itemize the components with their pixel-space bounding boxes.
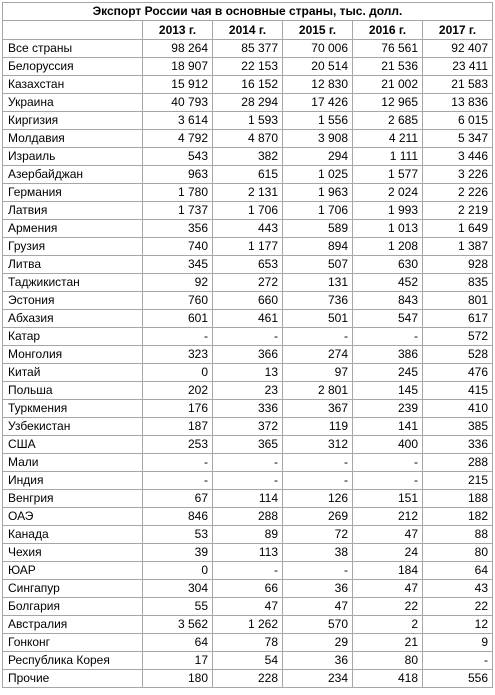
- value-cell: -: [283, 328, 353, 346]
- value-cell: 0: [143, 364, 213, 382]
- value-cell: 17: [143, 652, 213, 670]
- value-cell: 617: [423, 310, 493, 328]
- country-cell: Республика Корея: [3, 652, 143, 670]
- table-row: [3, 436, 493, 454]
- value-cell: 660: [213, 292, 283, 310]
- value-cell: 114: [213, 490, 283, 508]
- country-cell: Сингапур: [3, 580, 143, 598]
- table-row: [3, 364, 493, 382]
- country-cell: Армения: [3, 220, 143, 238]
- column-header-row: [3, 21, 493, 40]
- value-cell: 2 131: [213, 184, 283, 202]
- value-cell: 1 577: [353, 166, 423, 184]
- table-row: [3, 346, 493, 364]
- country-cell: Все страны: [3, 40, 143, 58]
- column-header-year: 2015 г.: [283, 21, 353, 40]
- value-cell: 119: [283, 418, 353, 436]
- value-cell: 760: [143, 292, 213, 310]
- value-cell: -: [353, 472, 423, 490]
- value-cell: 64: [143, 634, 213, 652]
- country-cell: Мали: [3, 454, 143, 472]
- value-cell: 507: [283, 256, 353, 274]
- value-cell: 3 562: [143, 616, 213, 634]
- table-row: [3, 418, 493, 436]
- table-row: [3, 580, 493, 598]
- value-cell: 336: [213, 400, 283, 418]
- country-cell: Узбекистан: [3, 418, 143, 436]
- country-cell: Австралия: [3, 616, 143, 634]
- value-cell: 184: [353, 562, 423, 580]
- value-cell: 365: [213, 436, 283, 454]
- value-cell: 47: [213, 598, 283, 616]
- value-cell: 39: [143, 544, 213, 562]
- value-cell: 615: [213, 166, 283, 184]
- value-cell: 1 556: [283, 112, 353, 130]
- table-row: [3, 220, 493, 238]
- tea-export-table: [2, 2, 493, 688]
- table-row: [3, 184, 493, 202]
- value-cell: -: [353, 328, 423, 346]
- value-cell: 67: [143, 490, 213, 508]
- value-cell: 835: [423, 274, 493, 292]
- value-cell: 3 614: [143, 112, 213, 130]
- value-cell: 40 793: [143, 94, 213, 112]
- country-cell: Индия: [3, 472, 143, 490]
- value-cell: 367: [283, 400, 353, 418]
- table-row: [3, 634, 493, 652]
- country-cell: ЮАР: [3, 562, 143, 580]
- table-row: [3, 40, 493, 58]
- value-cell: 385: [423, 418, 493, 436]
- table-row: [3, 652, 493, 670]
- column-header-year: 2017 г.: [423, 21, 493, 40]
- country-cell: Украина: [3, 94, 143, 112]
- value-cell: 269: [283, 508, 353, 526]
- value-cell: 1 963: [283, 184, 353, 202]
- value-cell: 22 153: [213, 58, 283, 76]
- table-row: [3, 598, 493, 616]
- value-cell: 70 006: [283, 40, 353, 58]
- value-cell: 64: [423, 562, 493, 580]
- value-cell: 288: [423, 454, 493, 472]
- country-cell: Чехия: [3, 544, 143, 562]
- value-cell: 1 780: [143, 184, 213, 202]
- value-cell: 145: [353, 382, 423, 400]
- country-cell: Грузия: [3, 238, 143, 256]
- table-row: [3, 616, 493, 634]
- value-cell: 272: [213, 274, 283, 292]
- value-cell: 4 211: [353, 130, 423, 148]
- value-cell: 24: [353, 544, 423, 562]
- table-row: [3, 130, 493, 148]
- value-cell: 556: [423, 670, 493, 688]
- value-cell: 253: [143, 436, 213, 454]
- value-cell: 47: [353, 526, 423, 544]
- country-cell: Китай: [3, 364, 143, 382]
- value-cell: 410: [423, 400, 493, 418]
- value-cell: 843: [353, 292, 423, 310]
- table-row: [3, 310, 493, 328]
- value-cell: 294: [283, 148, 353, 166]
- table-row: [3, 274, 493, 292]
- country-cell: Гонконг: [3, 634, 143, 652]
- value-cell: 274: [283, 346, 353, 364]
- value-cell: 21 002: [353, 76, 423, 94]
- value-cell: 176: [143, 400, 213, 418]
- value-cell: 386: [353, 346, 423, 364]
- value-cell: -: [283, 472, 353, 490]
- value-cell: 4 792: [143, 130, 213, 148]
- value-cell: 443: [213, 220, 283, 238]
- country-cell: Молдавия: [3, 130, 143, 148]
- value-cell: 1 706: [283, 202, 353, 220]
- value-cell: 36: [283, 580, 353, 598]
- value-cell: 21: [353, 634, 423, 652]
- table-row: [3, 472, 493, 490]
- value-cell: 1 025: [283, 166, 353, 184]
- value-cell: 400: [353, 436, 423, 454]
- value-cell: 894: [283, 238, 353, 256]
- value-cell: 228: [213, 670, 283, 688]
- table-row: [3, 508, 493, 526]
- value-cell: 12 965: [353, 94, 423, 112]
- value-cell: 5 347: [423, 130, 493, 148]
- value-cell: 72: [283, 526, 353, 544]
- value-cell: 366: [213, 346, 283, 364]
- table-row: [3, 94, 493, 112]
- column-header-year: 2014 г.: [213, 21, 283, 40]
- value-cell: -: [423, 652, 493, 670]
- table-row: [3, 562, 493, 580]
- value-cell: 28 294: [213, 94, 283, 112]
- value-cell: 601: [143, 310, 213, 328]
- value-cell: 98 264: [143, 40, 213, 58]
- value-cell: 501: [283, 310, 353, 328]
- country-cell: Туркмения: [3, 400, 143, 418]
- value-cell: 234: [283, 670, 353, 688]
- value-cell: 6 015: [423, 112, 493, 130]
- value-cell: 53: [143, 526, 213, 544]
- table-row: [3, 292, 493, 310]
- value-cell: 54: [213, 652, 283, 670]
- value-cell: 12: [423, 616, 493, 634]
- value-cell: 345: [143, 256, 213, 274]
- value-cell: 630: [353, 256, 423, 274]
- table-row: [3, 202, 493, 220]
- value-cell: 141: [353, 418, 423, 436]
- value-cell: 356: [143, 220, 213, 238]
- value-cell: 653: [213, 256, 283, 274]
- country-cell: Польша: [3, 382, 143, 400]
- value-cell: 89: [213, 526, 283, 544]
- value-cell: 18 907: [143, 58, 213, 76]
- value-cell: 202: [143, 382, 213, 400]
- value-cell: 572: [423, 328, 493, 346]
- value-cell: 180: [143, 670, 213, 688]
- country-cell: Белоруссия: [3, 58, 143, 76]
- value-cell: -: [213, 472, 283, 490]
- value-cell: 3 446: [423, 148, 493, 166]
- value-cell: 1 993: [353, 202, 423, 220]
- value-cell: -: [143, 472, 213, 490]
- value-cell: -: [283, 562, 353, 580]
- value-cell: 323: [143, 346, 213, 364]
- value-cell: 740: [143, 238, 213, 256]
- country-cell: Литва: [3, 256, 143, 274]
- value-cell: 415: [423, 382, 493, 400]
- column-header-year: 2016 г.: [353, 21, 423, 40]
- country-cell: ОАЭ: [3, 508, 143, 526]
- country-cell: Казахстан: [3, 76, 143, 94]
- table-row: [3, 544, 493, 562]
- country-cell: Азербайджан: [3, 166, 143, 184]
- value-cell: 97: [283, 364, 353, 382]
- value-cell: -: [213, 562, 283, 580]
- value-cell: 3 226: [423, 166, 493, 184]
- value-cell: 212: [353, 508, 423, 526]
- country-cell: Киргизия: [3, 112, 143, 130]
- value-cell: 12 830: [283, 76, 353, 94]
- value-cell: 3 908: [283, 130, 353, 148]
- table-row: [3, 526, 493, 544]
- value-cell: 22: [423, 598, 493, 616]
- table-row: [3, 58, 493, 76]
- value-cell: 21 536: [353, 58, 423, 76]
- value-cell: 452: [353, 274, 423, 292]
- country-cell: Израиль: [3, 148, 143, 166]
- value-cell: 78: [213, 634, 283, 652]
- value-cell: 2: [353, 616, 423, 634]
- value-cell: 336: [423, 436, 493, 454]
- value-cell: 528: [423, 346, 493, 364]
- value-cell: 47: [353, 580, 423, 598]
- value-cell: 80: [423, 544, 493, 562]
- value-cell: 23 411: [423, 58, 493, 76]
- value-cell: 126: [283, 490, 353, 508]
- value-cell: 4 870: [213, 130, 283, 148]
- table-row: [3, 76, 493, 94]
- value-cell: 1 649: [423, 220, 493, 238]
- value-cell: 55: [143, 598, 213, 616]
- value-cell: -: [353, 454, 423, 472]
- table-row: [3, 490, 493, 508]
- table-row: [3, 238, 493, 256]
- value-cell: 1 208: [353, 238, 423, 256]
- value-cell: 372: [213, 418, 283, 436]
- value-cell: 1 262: [213, 616, 283, 634]
- value-cell: 1 737: [143, 202, 213, 220]
- value-cell: 29: [283, 634, 353, 652]
- value-cell: 570: [283, 616, 353, 634]
- value-cell: 547: [353, 310, 423, 328]
- value-cell: -: [143, 454, 213, 472]
- country-cell: Катар: [3, 328, 143, 346]
- value-cell: 9: [423, 634, 493, 652]
- table-row: [3, 166, 493, 184]
- value-cell: 20 514: [283, 58, 353, 76]
- value-cell: 15 912: [143, 76, 213, 94]
- value-cell: 131: [283, 274, 353, 292]
- value-cell: 963: [143, 166, 213, 184]
- value-cell: 22: [353, 598, 423, 616]
- country-cell: Таджикистан: [3, 274, 143, 292]
- value-cell: 16 152: [213, 76, 283, 94]
- value-cell: 1 706: [213, 202, 283, 220]
- country-cell: Канада: [3, 526, 143, 544]
- value-cell: 1 111: [353, 148, 423, 166]
- value-cell: -: [283, 454, 353, 472]
- country-cell: Монголия: [3, 346, 143, 364]
- table-title: Экспорт России чая в основные страны, тыс. долл.: [3, 3, 493, 21]
- value-cell: 151: [353, 490, 423, 508]
- value-cell: 17 426: [283, 94, 353, 112]
- value-cell: 13: [213, 364, 283, 382]
- value-cell: 245: [353, 364, 423, 382]
- value-cell: 928: [423, 256, 493, 274]
- value-cell: -: [213, 454, 283, 472]
- value-cell: 2 685: [353, 112, 423, 130]
- value-cell: 92: [143, 274, 213, 292]
- value-cell: 589: [283, 220, 353, 238]
- value-cell: -: [143, 328, 213, 346]
- value-cell: 846: [143, 508, 213, 526]
- export-table-container: [2, 2, 492, 688]
- column-header-year: 2013 г.: [143, 21, 213, 40]
- table-row: [3, 256, 493, 274]
- value-cell: 736: [283, 292, 353, 310]
- value-cell: 288: [213, 508, 283, 526]
- value-cell: 801: [423, 292, 493, 310]
- value-cell: 113: [213, 544, 283, 562]
- value-cell: 2 226: [423, 184, 493, 202]
- column-header-country: [3, 21, 143, 40]
- value-cell: 88: [423, 526, 493, 544]
- table-row: [3, 670, 493, 688]
- value-cell: 76 561: [353, 40, 423, 58]
- value-cell: 418: [353, 670, 423, 688]
- table-row: [3, 400, 493, 418]
- country-cell: США: [3, 436, 143, 454]
- country-cell: Абхазия: [3, 310, 143, 328]
- value-cell: 1 593: [213, 112, 283, 130]
- value-cell: 215: [423, 472, 493, 490]
- value-cell: 0: [143, 562, 213, 580]
- value-cell: 23: [213, 382, 283, 400]
- table-row: [3, 454, 493, 472]
- value-cell: 187: [143, 418, 213, 436]
- value-cell: 13 836: [423, 94, 493, 112]
- country-cell: Прочие: [3, 670, 143, 688]
- value-cell: 239: [353, 400, 423, 418]
- table-body: [3, 40, 493, 688]
- table-row: [3, 148, 493, 166]
- country-cell: Германия: [3, 184, 143, 202]
- value-cell: 1 387: [423, 238, 493, 256]
- value-cell: 188: [423, 490, 493, 508]
- country-cell: Венгрия: [3, 490, 143, 508]
- value-cell: 461: [213, 310, 283, 328]
- value-cell: -: [213, 328, 283, 346]
- value-cell: 80: [353, 652, 423, 670]
- country-cell: Болгария: [3, 598, 143, 616]
- value-cell: 304: [143, 580, 213, 598]
- value-cell: 43: [423, 580, 493, 598]
- value-cell: 2 801: [283, 382, 353, 400]
- value-cell: 182: [423, 508, 493, 526]
- value-cell: 312: [283, 436, 353, 454]
- value-cell: 543: [143, 148, 213, 166]
- value-cell: 85 377: [213, 40, 283, 58]
- value-cell: 2 024: [353, 184, 423, 202]
- value-cell: 2 219: [423, 202, 493, 220]
- value-cell: 1 177: [213, 238, 283, 256]
- table-row: [3, 112, 493, 130]
- value-cell: 92 407: [423, 40, 493, 58]
- value-cell: 476: [423, 364, 493, 382]
- value-cell: 47: [283, 598, 353, 616]
- value-cell: 382: [213, 148, 283, 166]
- table-row: [3, 382, 493, 400]
- table-row: [3, 328, 493, 346]
- value-cell: 36: [283, 652, 353, 670]
- value-cell: 66: [213, 580, 283, 598]
- value-cell: 38: [283, 544, 353, 562]
- country-cell: Эстония: [3, 292, 143, 310]
- value-cell: 21 583: [423, 76, 493, 94]
- country-cell: Латвия: [3, 202, 143, 220]
- value-cell: 1 013: [353, 220, 423, 238]
